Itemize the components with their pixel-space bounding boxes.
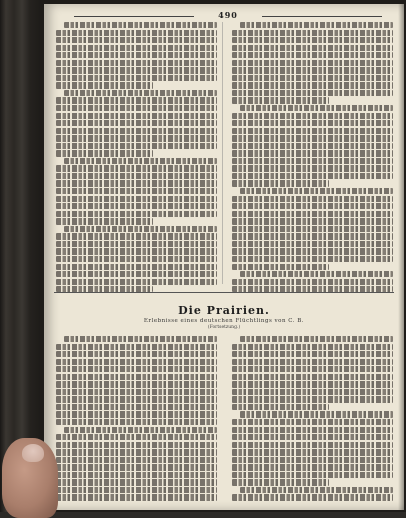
text-line — [56, 75, 217, 81]
text-line — [232, 374, 393, 380]
text-line — [56, 105, 217, 111]
text-line — [232, 264, 329, 270]
book-page — [44, 4, 404, 510]
text-line — [232, 128, 393, 134]
text-line — [56, 389, 217, 395]
text-line — [56, 264, 217, 270]
text-line — [56, 472, 217, 478]
text-line — [56, 374, 217, 380]
text-line — [240, 105, 393, 111]
text-line — [56, 479, 217, 485]
text-line — [232, 464, 393, 470]
text-line — [232, 60, 393, 66]
text-line — [232, 67, 393, 73]
text-line — [56, 52, 217, 58]
text-line — [232, 442, 393, 448]
text-line — [232, 165, 393, 171]
text-line — [240, 22, 393, 28]
text-line — [232, 389, 393, 395]
text-line — [56, 381, 217, 387]
text-line — [232, 396, 393, 402]
text-line — [56, 67, 217, 73]
text-line — [56, 344, 217, 350]
text-line — [64, 158, 217, 164]
text-line — [232, 75, 393, 81]
text-line — [64, 22, 217, 28]
text-line — [240, 411, 393, 417]
text-line — [232, 150, 393, 156]
text-line — [56, 419, 217, 425]
text-column-right-upper — [232, 22, 393, 294]
text-column-left-upper — [56, 22, 217, 294]
text-line — [56, 180, 217, 186]
text-line — [56, 143, 217, 149]
section-rule — [54, 292, 394, 293]
text-line — [232, 479, 329, 485]
text-line — [232, 90, 393, 96]
text-line — [232, 120, 393, 126]
text-line — [56, 165, 217, 171]
text-line — [232, 366, 393, 372]
text-line — [56, 464, 217, 470]
text-line — [232, 37, 393, 43]
text-line — [56, 359, 217, 365]
text-line — [232, 427, 393, 433]
text-line — [232, 203, 393, 209]
text-line — [56, 449, 217, 455]
text-line — [232, 419, 393, 425]
text-line — [232, 457, 393, 463]
text-line — [56, 218, 153, 224]
text-line — [56, 30, 217, 36]
text-line — [56, 366, 217, 372]
text-line — [56, 37, 217, 43]
text-line — [232, 256, 393, 262]
text-line — [56, 457, 217, 463]
text-line — [56, 241, 217, 247]
column-divider — [222, 22, 223, 284]
text-line — [56, 487, 217, 493]
text-line — [232, 173, 393, 179]
article-note: (Fortsetzung.) — [207, 325, 241, 330]
page-number: 490 — [218, 10, 238, 20]
text-line — [56, 256, 217, 262]
text-line — [240, 188, 393, 194]
text-line — [232, 233, 393, 239]
text-line — [232, 113, 393, 119]
text-line — [56, 45, 217, 51]
text-line — [56, 188, 217, 194]
text-line — [64, 226, 217, 232]
text-line — [232, 52, 393, 58]
text-line — [240, 487, 393, 493]
text-line — [232, 404, 329, 410]
text-line — [232, 351, 393, 357]
text-line — [232, 158, 393, 164]
text-line — [232, 196, 393, 202]
text-column-right-lower — [232, 336, 393, 502]
text-line — [232, 143, 393, 149]
article-subtitle: Erlebnisse eines deutschen Flüchtlings von C. B. — [143, 318, 305, 324]
text-line — [56, 97, 217, 103]
text-line — [232, 248, 393, 254]
text-column-left-lower — [56, 336, 217, 502]
text-line — [232, 211, 393, 217]
text-line — [240, 336, 393, 342]
text-line — [56, 233, 217, 239]
text-line — [56, 196, 217, 202]
text-line — [232, 279, 393, 285]
page-edge-shadow — [398, 4, 404, 510]
text-line — [232, 344, 393, 350]
text-line — [232, 30, 393, 36]
text-line — [232, 494, 393, 500]
text-line — [64, 336, 217, 342]
text-line — [56, 434, 217, 440]
text-line — [64, 427, 217, 433]
text-line — [56, 396, 217, 402]
text-line — [56, 128, 217, 134]
text-line — [56, 411, 217, 417]
text-line — [232, 434, 393, 440]
text-line — [232, 449, 393, 455]
text-line — [56, 60, 217, 66]
text-line — [56, 120, 217, 126]
header-rule-right — [262, 16, 382, 17]
text-line — [232, 359, 393, 365]
text-line — [56, 494, 217, 500]
text-line — [56, 248, 217, 254]
text-line — [232, 45, 393, 51]
text-line — [56, 135, 217, 141]
text-line — [232, 226, 393, 232]
text-line — [64, 90, 217, 96]
text-line — [56, 150, 153, 156]
text-line — [232, 218, 393, 224]
text-line — [232, 135, 393, 141]
text-line — [56, 279, 217, 285]
text-line — [232, 241, 393, 247]
text-line — [56, 351, 217, 357]
text-line — [240, 271, 393, 277]
text-line — [232, 97, 329, 103]
text-line — [232, 381, 393, 387]
text-line — [56, 211, 217, 217]
text-line — [56, 173, 217, 179]
text-line — [56, 404, 217, 410]
text-line — [232, 82, 393, 88]
article-title: Die Prairien. — [178, 304, 270, 317]
text-line — [56, 113, 217, 119]
text-line — [56, 271, 217, 277]
text-line — [232, 180, 329, 186]
text-line — [232, 472, 393, 478]
text-line — [56, 442, 217, 448]
header-rule-left — [74, 16, 194, 17]
text-line — [56, 82, 153, 88]
text-line — [56, 203, 217, 209]
thumbnail-nail — [22, 444, 44, 462]
